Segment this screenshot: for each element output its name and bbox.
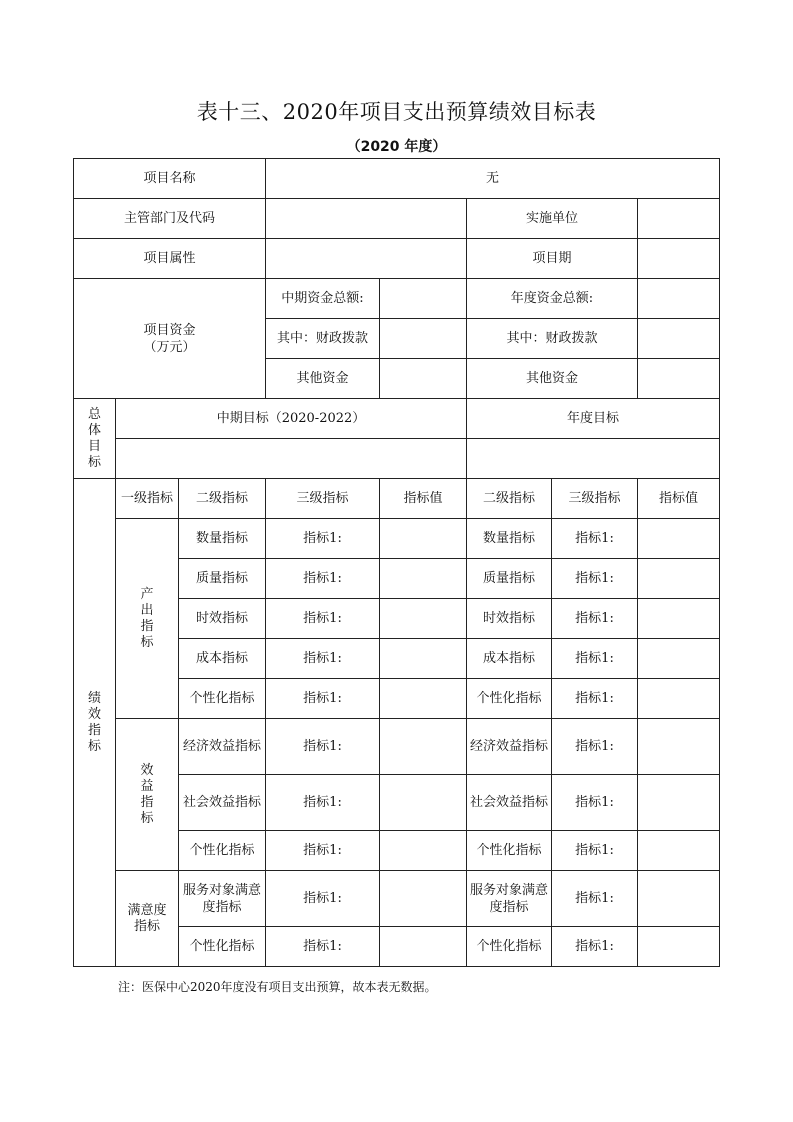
level3-mid: 指标1: — [266, 559, 380, 599]
header-level3-mid: 三级指标 — [266, 479, 380, 519]
level2-year: 数量指标 — [467, 519, 552, 559]
period-label: 项目期 — [467, 239, 638, 279]
level3-mid: 指标1: — [266, 927, 380, 967]
value-mid — [380, 639, 467, 679]
level2-year: 质量指标 — [467, 559, 552, 599]
mid-goal-value — [116, 439, 467, 479]
funds-label-cell — [74, 279, 266, 399]
dept-label: 主管部门及代码 — [74, 199, 266, 239]
level3-year: 指标1: — [552, 831, 638, 871]
value-year — [638, 559, 720, 599]
level2-year: 个性化指标 — [467, 679, 552, 719]
overall-goals-label: 总体目标 — [87, 406, 101, 470]
level3-mid: 指标1: — [266, 775, 380, 831]
value-mid — [380, 719, 467, 775]
attr-value — [266, 239, 467, 279]
mid-total-label: 中期资金总额: — [266, 279, 380, 319]
level2-mid: 时效指标 — [179, 599, 266, 639]
level3-mid: 指标1: — [266, 639, 380, 679]
year-subtitle: （2020 年度） — [346, 139, 447, 155]
group-label-cell — [116, 519, 179, 719]
value-mid — [380, 679, 467, 719]
group-label-cell — [116, 871, 179, 967]
value-year — [638, 519, 720, 559]
group-label: 效益指标 — [140, 762, 154, 826]
year-fiscal-label: 其中：财政拨款 — [467, 319, 638, 359]
value-mid — [380, 831, 467, 871]
level3-year: 指标1: — [552, 927, 638, 967]
header-level2-year: 二级指标 — [467, 479, 552, 519]
value-mid — [380, 559, 467, 599]
period-value — [638, 239, 720, 279]
level3-year: 指标1: — [552, 639, 638, 679]
level2-mid: 成本指标 — [179, 639, 266, 679]
level3-mid: 指标1: — [266, 871, 380, 927]
indicator-row — [74, 719, 720, 775]
project-name-value: 无 — [266, 159, 720, 199]
group-label: 满意度指标 — [127, 902, 167, 934]
project-name-label: 项目名称 — [74, 159, 266, 199]
value-year — [638, 775, 720, 831]
level3-year: 指标1: — [552, 871, 638, 927]
level3-year: 指标1: — [552, 599, 638, 639]
value-mid — [380, 927, 467, 967]
year-goal-label: 年度目标 — [467, 399, 720, 439]
level2-mid: 数量指标 — [179, 519, 266, 559]
level2-year: 服务对象满意度指标 — [467, 871, 552, 927]
group-label: 产出指标 — [140, 586, 154, 650]
level3-mid: 指标1: — [266, 719, 380, 775]
level3-year: 指标1: — [552, 519, 638, 559]
year-fiscal-value — [638, 319, 720, 359]
value-mid — [380, 871, 467, 927]
value-year — [638, 599, 720, 639]
level2-year: 时效指标 — [467, 599, 552, 639]
header-level3-year: 三级指标 — [552, 479, 638, 519]
funds-label: 项目资金 — [143, 322, 196, 338]
dept-value — [266, 199, 467, 239]
value-year — [638, 719, 720, 775]
level3-mid: 指标1: — [266, 519, 380, 559]
mid-other-value — [380, 359, 467, 399]
mid-fiscal-value — [380, 319, 467, 359]
value-mid — [380, 775, 467, 831]
level2-year: 成本指标 — [467, 639, 552, 679]
indicators-label: 绩效指标 — [87, 690, 101, 754]
year-total-label: 年度资金总额: — [467, 279, 638, 319]
year-other-value — [638, 359, 720, 399]
group-label-cell — [116, 719, 179, 871]
level3-year: 指标1: — [552, 679, 638, 719]
funds-unit: （万元） — [143, 339, 196, 355]
indicator-row — [74, 871, 720, 927]
impl-unit-value — [638, 199, 720, 239]
mid-total-value — [380, 279, 467, 319]
level2-year: 个性化指标 — [467, 927, 552, 967]
level3-year: 指标1: — [552, 775, 638, 831]
level2-year: 经济效益指标 — [467, 719, 552, 775]
year-goal-value — [467, 439, 720, 479]
impl-unit-label: 实施单位 — [467, 199, 638, 239]
level2-mid: 经济效益指标 — [179, 719, 266, 775]
header-value-mid: 指标值 — [380, 479, 467, 519]
level2-mid: 个性化指标 — [179, 927, 266, 967]
level2-year: 个性化指标 — [467, 831, 552, 871]
level2-mid: 质量指标 — [179, 559, 266, 599]
level3-mid: 指标1: — [266, 599, 380, 639]
level2-mid: 个性化指标 — [179, 831, 266, 871]
value-year — [638, 927, 720, 967]
mid-goal-label: 中期目标（2020-2022） — [116, 399, 467, 439]
level3-mid: 指标1: — [266, 679, 380, 719]
value-mid — [380, 599, 467, 639]
footnote: 注：医保中心2020年度没有项目支出预算，故本表无数据。 — [118, 980, 437, 994]
header-level2-mid: 二级指标 — [179, 479, 266, 519]
level3-mid: 指标1: — [266, 831, 380, 871]
value-year — [638, 639, 720, 679]
performance-target-table — [73, 158, 720, 967]
year-total-value — [638, 279, 720, 319]
value-year — [638, 679, 720, 719]
attr-label: 项目属性 — [74, 239, 266, 279]
overall-goals-label-cell — [74, 399, 116, 479]
indicators-label-cell — [74, 479, 116, 967]
mid-other-label: 其他资金 — [266, 359, 380, 399]
level3-year: 指标1: — [552, 719, 638, 775]
value-mid — [380, 519, 467, 559]
level2-mid: 社会效益指标 — [179, 775, 266, 831]
value-year — [638, 831, 720, 871]
header-level1: 一级指标 — [116, 479, 179, 519]
level2-year: 社会效益指标 — [467, 775, 552, 831]
value-year — [638, 871, 720, 927]
mid-fiscal-label: 其中：财政拨款 — [266, 319, 380, 359]
level3-year: 指标1: — [552, 559, 638, 599]
year-other-label: 其他资金 — [467, 359, 638, 399]
header-value-year: 指标值 — [638, 479, 720, 519]
level2-mid: 服务对象满意度指标 — [179, 871, 266, 927]
level2-mid: 个性化指标 — [179, 679, 266, 719]
page-title: 表十三、2020年项目支出预算绩效目标表 — [196, 100, 597, 124]
indicator-row — [74, 519, 720, 559]
